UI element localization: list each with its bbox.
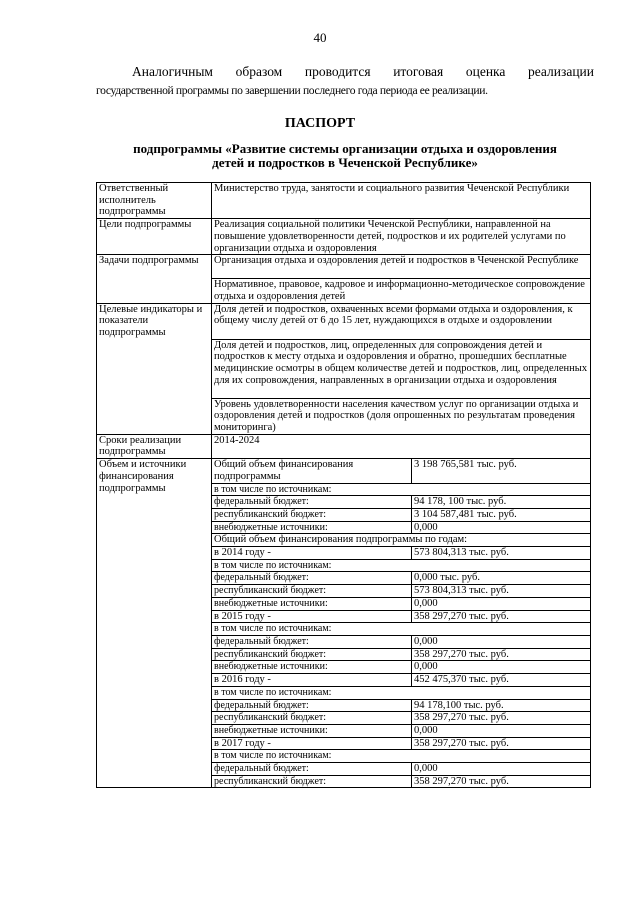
year-extra-label: внебюджетные источники: <box>212 661 412 674</box>
row-terms <box>97 434 591 458</box>
year-extra-value: 0,000 <box>412 724 591 737</box>
page-number: 40 <box>313 30 327 45</box>
intro-line-2: государственной программы по завершении последнего года периода ее реализации. <box>96 84 488 97</box>
year-republic-label: республиканский бюджет: <box>212 648 412 661</box>
year-label: в 2017 году - <box>212 737 412 750</box>
funding-sources-label: в том числе по источникам: <box>212 483 591 496</box>
value-goals: Реализация социальной политики Чеченской Республики, направленной на повышение удовлетворенности детей, подростков и их родителей услугами по организации отдыха и оздоровления <box>212 219 591 255</box>
funding-extra-value: 0,000 <box>412 521 591 534</box>
subprogram-title <box>96 142 594 170</box>
year-sources-label: в том числе по источникам: <box>212 686 591 699</box>
year-total: 573 804,313 тыс. руб. <box>412 547 591 560</box>
subprogram-title-line-2: детей и подростков в Чеченской Республике» <box>212 155 478 170</box>
year-sources-label: в том числе по источникам: <box>212 559 591 572</box>
label-terms: Сроки реализации подпрограммы <box>97 434 212 458</box>
year-republic-label: республиканский бюджет: <box>212 775 412 788</box>
year-republic-value: 358 297,270 тыс. руб. <box>412 648 591 661</box>
task-item: Нормативное, правовое, кадровое и информационно-методическое сопровождение отдыха и оздоровления детей <box>212 279 591 303</box>
label-goals: Цели подпрограммы <box>97 219 212 255</box>
year-federal-label: федеральный бюджет: <box>212 572 412 585</box>
year-total: 358 297,270 тыс. руб. <box>412 737 591 750</box>
year-label: в 2015 году - <box>212 610 412 623</box>
indicator-item: Доля детей и подростков, лиц, определенных для сопровождения детей и подростков к месту отдыха и оздоровления и обратно, прошедших бесплатные медицинские осмотры в общем количестве детей и подростков, лиц, определенных для их сопровождения, направленных в организации отдыха и оздоровления <box>212 339 591 398</box>
label-tasks: Задачи подпрограммы <box>97 255 212 303</box>
year-federal-value: 0,000 тыс. руб. <box>412 572 591 585</box>
row-tasks <box>97 255 591 279</box>
year-federal-value: 0,000 <box>412 635 591 648</box>
year-federal-label: федеральный бюджет: <box>212 763 412 776</box>
label-indicators: Целевые индикаторы и показатели подпрограммы <box>97 303 212 434</box>
year-republic-value: 358 297,270 тыс. руб. <box>412 712 591 725</box>
row-funding-total <box>97 459 591 483</box>
intro-paragraph <box>96 62 594 100</box>
year-extra-value: 0,000 <box>412 661 591 674</box>
year-federal-value: 94 178,100 тыс. руб. <box>412 699 591 712</box>
intro-line-1: Аналогичным образом проводится итоговая оценка реализации <box>132 64 594 79</box>
task-item: Организация отдыха и оздоровления детей и подростков в Чеченской Республике <box>212 255 591 279</box>
label-funding: Объем и источники финансирования подпрограммы <box>97 459 212 788</box>
year-republic-value: 358 297,270 тыс. руб. <box>412 775 591 788</box>
funding-extra-label: внебюджетные источники: <box>212 521 412 534</box>
year-extra-label: внебюджетные источники: <box>212 597 412 610</box>
indicator-item: Уровень удовлетворенности населения качеством услуг по организации отдыха и оздоровления детей и подростков (доля опрошенных по результатам проведения мониторинга) <box>212 398 591 434</box>
funding-republic-label: республиканский бюджет: <box>212 508 412 521</box>
year-republic-label: республиканский бюджет: <box>212 585 412 598</box>
year-federal-label: федеральный бюджет: <box>212 635 412 648</box>
passport-table <box>96 182 591 788</box>
year-extra-label: внебюджетные источники: <box>212 724 412 737</box>
indicator-item: Доля детей и подростков, охваченных всеми формами отдыха и оздоровления, к общему числу детей от 6 до 15 лет, нуждающихся в отдыхе и оздоровлении <box>212 303 591 339</box>
funding-total-label: Общий объем финансирования подпрограммы <box>212 459 412 483</box>
year-federal-value: 0,000 <box>412 763 591 776</box>
year-extra-value: 0,000 <box>412 597 591 610</box>
subprogram-title-line-1: подпрограммы «Развитие системы организации отдыха и оздоровления <box>133 141 557 156</box>
year-label: в 2016 году - <box>212 674 412 687</box>
year-federal-label: федеральный бюджет: <box>212 699 412 712</box>
funding-by-years-label: Общий объем финансирования подпрограммы по годам: <box>212 534 591 547</box>
year-label: в 2014 году - <box>212 547 412 560</box>
row-indicators <box>97 303 591 339</box>
value-responsible: Министерство труда, занятости и социального развития Чеченской Республики <box>212 183 591 219</box>
year-sources-label: в том числе по источникам: <box>212 623 591 636</box>
funding-federal-label: федеральный бюджет: <box>212 496 412 509</box>
label-responsible: Ответственный исполнитель подпрограммы <box>97 183 212 219</box>
year-total: 452 475,370 тыс. руб. <box>412 674 591 687</box>
row-goals <box>97 219 591 255</box>
funding-republic-value: 3 104 587,481 тыс. руб. <box>412 508 591 521</box>
row-responsible <box>97 183 591 219</box>
value-terms: 2014-2024 <box>212 434 591 458</box>
year-sources-label: в том числе по источникам: <box>212 750 591 763</box>
year-republic-value: 573 804,313 тыс. руб. <box>412 585 591 598</box>
funding-total-value: 3 198 765,581 тыс. руб. <box>412 459 591 483</box>
year-total: 358 297,270 тыс. руб. <box>412 610 591 623</box>
passport-title: ПАСПОРТ <box>284 116 356 131</box>
funding-federal-value: 94 178, 100 тыс. руб. <box>412 496 591 509</box>
year-republic-label: республиканский бюджет: <box>212 712 412 725</box>
